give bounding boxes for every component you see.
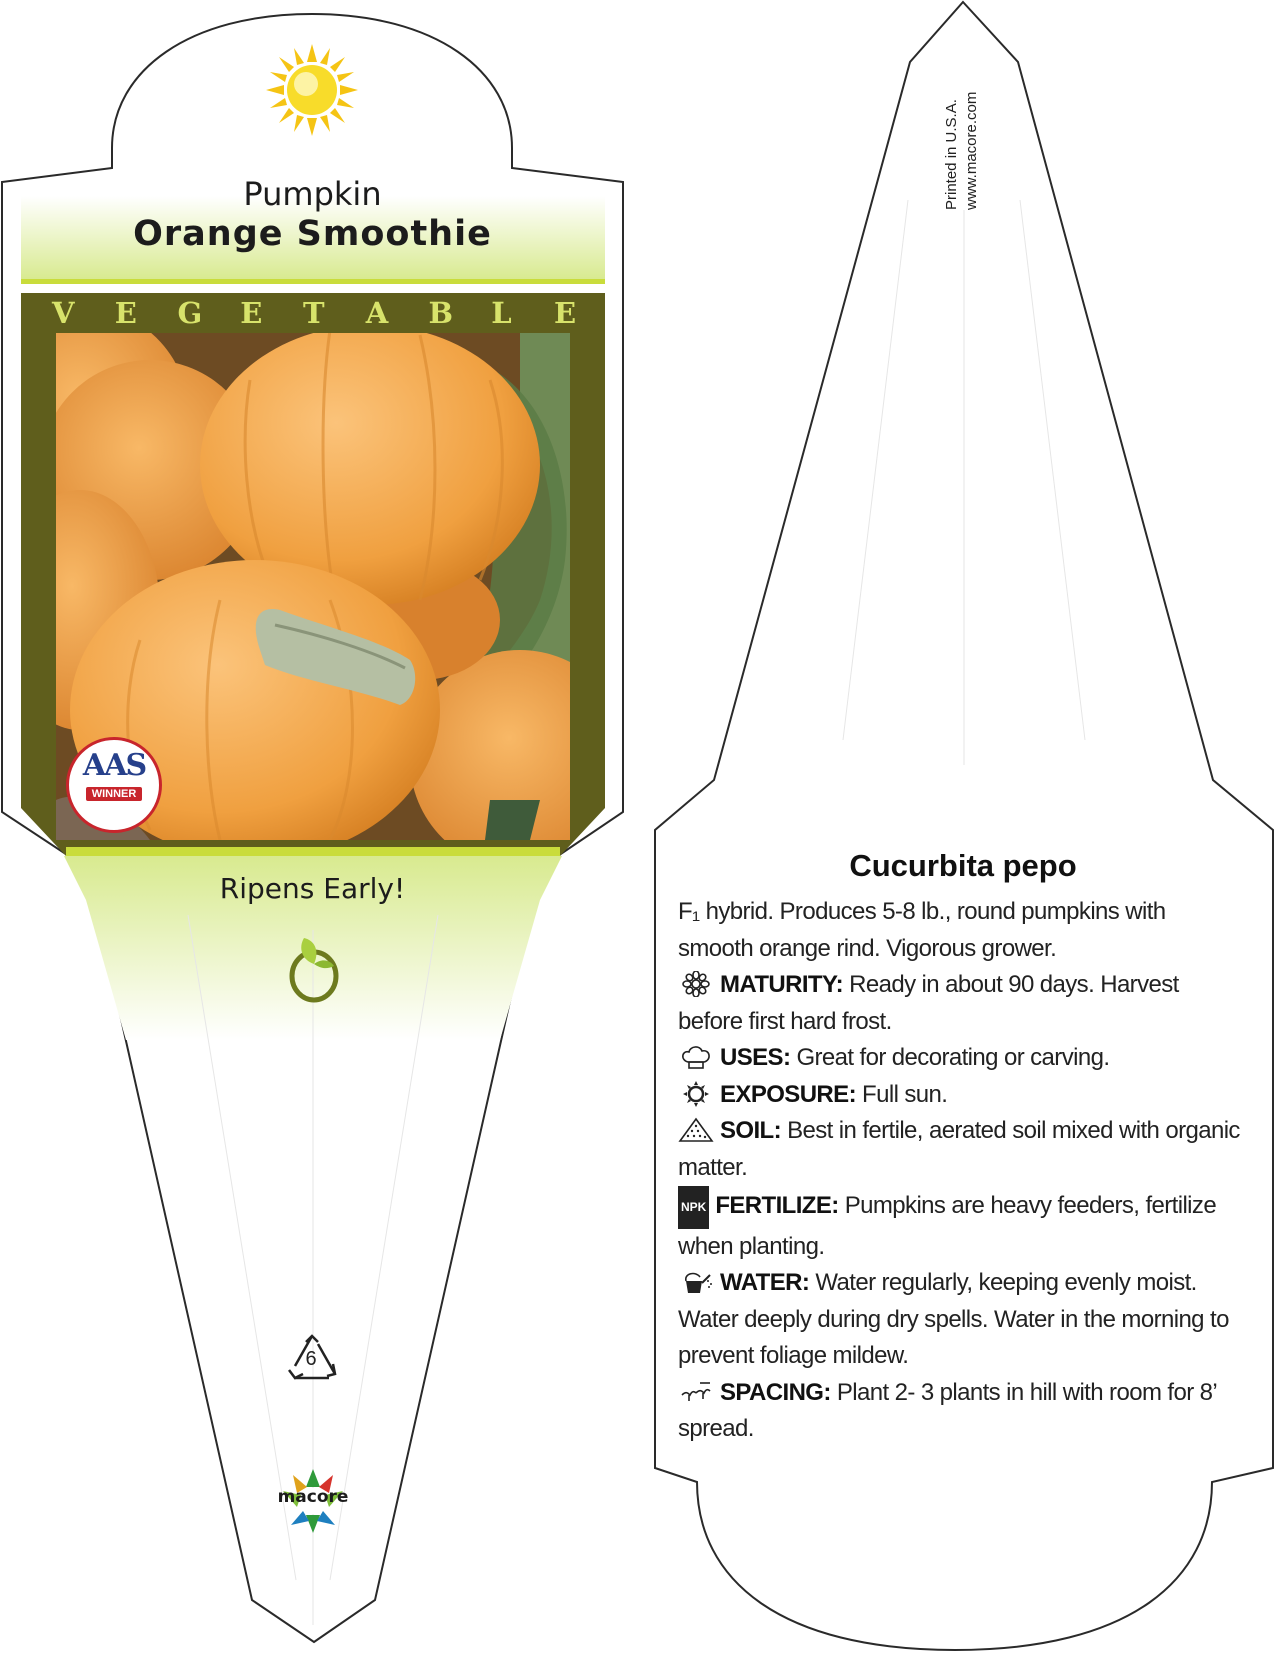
tagline: Ripens Early!: [219, 872, 406, 905]
aas-abbr: AAS: [82, 748, 146, 783]
chef-hat-icon: [678, 1044, 714, 1070]
info-item-fertilize: [678, 1186, 1243, 1265]
info-text: Water regularly, keeping evenly moist. Water deeply during dry spells. Water in the morning to prevent foliage mildew.: [678, 1269, 1229, 1369]
category-letter: T: [303, 296, 325, 330]
category-letter: G: [177, 296, 203, 330]
info-label: SPACING:: [720, 1378, 831, 1406]
watering-can-icon: [678, 1269, 714, 1295]
plant-kind: Pumpkin: [243, 175, 382, 213]
info-label: USES:: [720, 1044, 791, 1071]
info-text: Pumpkins are heavy feeders, fertilize when planting.: [678, 1192, 1217, 1260]
info-item-soil: [678, 1113, 1243, 1186]
category-label: [52, 296, 577, 330]
info-item-maturity: [678, 967, 1243, 1040]
care-info: [678, 894, 1243, 1448]
aas-winner-badge: [66, 737, 162, 833]
info-text: Great for decorating or carving.: [796, 1044, 1110, 1071]
info-text: Best in fertile, aerated soil mixed with organic matter.: [678, 1117, 1240, 1181]
website: www.macore.com: [963, 91, 980, 210]
print-info: [942, 92, 982, 210]
info-item-spacing: [678, 1375, 1243, 1448]
category-letter: E: [554, 296, 577, 330]
npk-icon: NPK: [678, 1186, 709, 1229]
category-letter: V: [52, 296, 75, 330]
printed-in: Printed in U.S.A.: [943, 99, 960, 210]
brand-name: macore: [277, 1487, 349, 1507]
recycle-code: 6: [305, 1348, 317, 1370]
info-item-water: [678, 1265, 1243, 1375]
category-letter: E: [114, 296, 137, 330]
flower-icon: [678, 971, 714, 997]
category-letter: B: [428, 296, 454, 330]
sun-icon: [266, 44, 358, 136]
soil-icon: [678, 1117, 714, 1143]
sun-outline-icon: [678, 1081, 714, 1107]
info-label: WATER:: [720, 1269, 810, 1296]
description: F₁ hybrid. Produces 5-8 lb., round pumpkins with smooth orange rind. Vigorous grower.: [678, 898, 1166, 962]
category-letter: A: [365, 296, 389, 330]
plant-title: [20, 175, 605, 255]
info-text: Plant 2- 3 plants in hill with room for 8’ spread.: [678, 1378, 1217, 1442]
info-item-uses: [678, 1040, 1243, 1077]
info-label: EXPOSURE:: [720, 1080, 856, 1108]
info-label: SOIL:: [720, 1117, 781, 1144]
info-label: MATURITY:: [720, 971, 844, 998]
spacing-icon: [678, 1379, 714, 1405]
category-letter: E: [240, 296, 263, 330]
info-item-exposure: [678, 1077, 1243, 1114]
category-letter: L: [491, 296, 512, 330]
info-text: Ready in about 90 days. Harvest before first hard frost.: [678, 971, 1179, 1035]
info-label: FERTILIZE:: [715, 1192, 839, 1219]
info-text: Full sun.: [862, 1080, 948, 1108]
aas-label: WINNER: [86, 787, 143, 801]
species-name: Cucurbita pepo: [849, 848, 1077, 883]
seedling-icon: [284, 934, 344, 1004]
plant-variety: Orange Smoothie: [133, 214, 492, 254]
